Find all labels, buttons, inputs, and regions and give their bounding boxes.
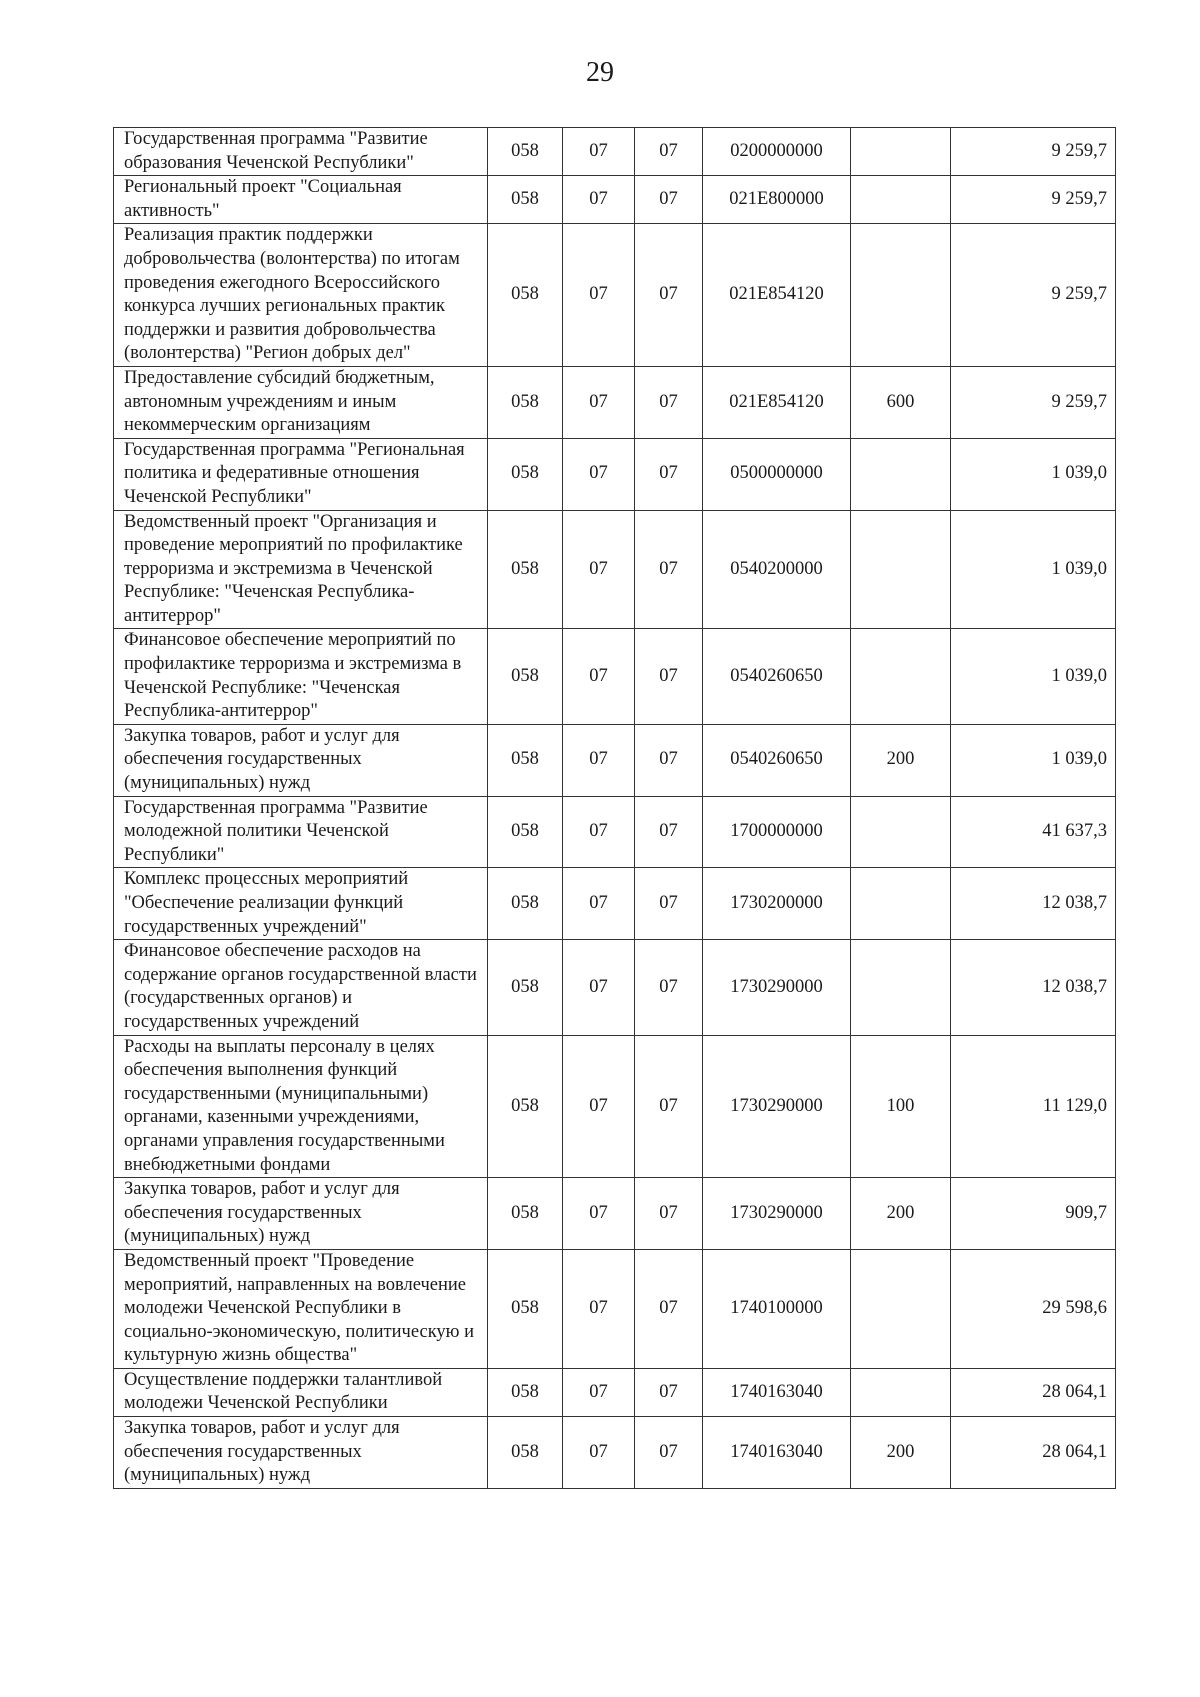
row-target-article-code: 1740163040 — [703, 1368, 851, 1416]
row-amount: 12 038,7 — [951, 940, 1116, 1035]
row-name: Закупка товаров, работ и услуг для обеспечения государственных (муниципальных) нужд — [114, 724, 488, 796]
row-section-code: 07 — [563, 366, 635, 438]
row-target-article-code: 021E800000 — [703, 176, 851, 224]
row-expense-type-code: 200 — [851, 1178, 951, 1250]
row-section-code: 07 — [563, 438, 635, 510]
row-amount: 12 038,7 — [951, 868, 1116, 940]
row-grbs-code: 058 — [488, 366, 563, 438]
row-target-article-code: 0540260650 — [703, 724, 851, 796]
table-row — [114, 724, 1116, 796]
row-expense-type-code: 100 — [851, 1035, 951, 1178]
row-grbs-code: 058 — [488, 438, 563, 510]
row-subsection-code: 07 — [635, 629, 703, 724]
row-target-article-code: 0500000000 — [703, 438, 851, 510]
table-row — [114, 1417, 1116, 1489]
row-name: Расходы на выплаты персоналу в целях обеспечения выполнения функций государственными (муниципальными) органами, казенными учреждениями, органами управления государственными внебюджетными фондами — [114, 1035, 488, 1178]
table-row — [114, 510, 1116, 629]
row-expense-type-code — [851, 868, 951, 940]
row-subsection-code: 07 — [635, 1368, 703, 1416]
row-name: Осуществление поддержки талантливой молодежи Чеченской Республики — [114, 1368, 488, 1416]
row-expense-type-code — [851, 438, 951, 510]
row-subsection-code: 07 — [635, 724, 703, 796]
row-subsection-code: 07 — [635, 796, 703, 868]
table-row — [114, 629, 1116, 724]
row-subsection-code: 07 — [635, 868, 703, 940]
row-target-article-code: 0200000000 — [703, 128, 851, 176]
row-target-article-code: 021E854120 — [703, 224, 851, 367]
row-section-code: 07 — [563, 510, 635, 629]
row-target-article-code: 0540260650 — [703, 629, 851, 724]
row-expense-type-code — [851, 629, 951, 724]
row-name: Финансовое обеспечение расходов на содержание органов государственной власти (государственных органов) и государственных учреждений — [114, 940, 488, 1035]
row-grbs-code: 058 — [488, 1035, 563, 1178]
table-body — [114, 128, 1116, 1489]
row-target-article-code: 1730200000 — [703, 868, 851, 940]
row-subsection-code: 07 — [635, 940, 703, 1035]
row-subsection-code: 07 — [635, 1417, 703, 1489]
row-subsection-code: 07 — [635, 1035, 703, 1178]
row-grbs-code: 058 — [488, 128, 563, 176]
row-section-code: 07 — [563, 1249, 635, 1368]
row-amount: 28 064,1 — [951, 1417, 1116, 1489]
row-expense-type-code — [851, 224, 951, 367]
row-section-code: 07 — [563, 1035, 635, 1178]
row-amount: 1 039,0 — [951, 629, 1116, 724]
row-section-code: 07 — [563, 868, 635, 940]
row-section-code: 07 — [563, 724, 635, 796]
row-grbs-code: 058 — [488, 1249, 563, 1368]
row-amount: 909,7 — [951, 1178, 1116, 1250]
row-expense-type-code — [851, 510, 951, 629]
row-amount: 28 064,1 — [951, 1368, 1116, 1416]
row-section-code: 07 — [563, 128, 635, 176]
row-amount: 1 039,0 — [951, 724, 1116, 796]
row-target-article-code: 1700000000 — [703, 796, 851, 868]
row-name: Ведомственный проект "Организация и проведение мероприятий по профилактике терроризма и экстремизма в Чеченской Республике: "Чеченская Республика-антитеррор" — [114, 510, 488, 629]
row-target-article-code: 1740163040 — [703, 1417, 851, 1489]
row-subsection-code: 07 — [635, 1178, 703, 1250]
row-amount: 1 039,0 — [951, 438, 1116, 510]
row-subsection-code: 07 — [635, 176, 703, 224]
row-target-article-code: 021E854120 — [703, 366, 851, 438]
row-expense-type-code — [851, 176, 951, 224]
table-row — [114, 366, 1116, 438]
row-target-article-code: 1730290000 — [703, 1035, 851, 1178]
table-row — [114, 438, 1116, 510]
row-section-code: 07 — [563, 1368, 635, 1416]
row-grbs-code: 058 — [488, 724, 563, 796]
row-amount: 41 637,3 — [951, 796, 1116, 868]
row-target-article-code: 1730290000 — [703, 1178, 851, 1250]
row-amount: 9 259,7 — [951, 224, 1116, 367]
row-subsection-code: 07 — [635, 510, 703, 629]
row-target-article-code: 1740100000 — [703, 1249, 851, 1368]
row-grbs-code: 058 — [488, 629, 563, 724]
row-target-article-code: 0540200000 — [703, 510, 851, 629]
row-grbs-code: 058 — [488, 1368, 563, 1416]
row-expense-type-code: 600 — [851, 366, 951, 438]
row-subsection-code: 07 — [635, 366, 703, 438]
table-row — [114, 796, 1116, 868]
row-section-code: 07 — [563, 224, 635, 367]
page-number: 29 — [586, 57, 614, 88]
row-expense-type-code — [851, 1368, 951, 1416]
row-name: Комплекс процессных мероприятий "Обеспечение реализации функций государственных учреждений" — [114, 868, 488, 940]
row-expense-type-code — [851, 796, 951, 868]
row-grbs-code: 058 — [488, 176, 563, 224]
row-grbs-code: 058 — [488, 796, 563, 868]
row-section-code: 07 — [563, 940, 635, 1035]
table-row — [114, 224, 1116, 367]
row-subsection-code: 07 — [635, 224, 703, 367]
row-name: Предоставление субсидий бюджетным, автономным учреждениям и иным некоммерческим организациям — [114, 366, 488, 438]
table-row — [114, 868, 1116, 940]
table-row — [114, 1178, 1116, 1250]
row-section-code: 07 — [563, 1178, 635, 1250]
row-section-code: 07 — [563, 629, 635, 724]
row-grbs-code: 058 — [488, 868, 563, 940]
row-subsection-code: 07 — [635, 438, 703, 510]
row-name: Государственная программа "Развитие образования Чеченской Республики" — [114, 128, 488, 176]
table-row — [114, 128, 1116, 176]
row-name: Региональный проект "Социальная активность" — [114, 176, 488, 224]
row-name: Реализация практик поддержки добровольчества (волонтерства) по итогам проведения ежегодного Всероссийского конкурса лучших региональных практик поддержки и развития добровольчества (волонтерства) "Регион добрых дел" — [114, 224, 488, 367]
table-row — [114, 176, 1116, 224]
row-name: Государственная программа "Развитие молодежной политики Чеченской Республики" — [114, 796, 488, 868]
row-expense-type-code: 200 — [851, 1417, 951, 1489]
row-grbs-code: 058 — [488, 510, 563, 629]
row-expense-type-code — [851, 1249, 951, 1368]
row-amount: 9 259,7 — [951, 176, 1116, 224]
row-subsection-code: 07 — [635, 128, 703, 176]
table-row — [114, 1368, 1116, 1416]
row-target-article-code: 1730290000 — [703, 940, 851, 1035]
row-amount: 29 598,6 — [951, 1249, 1116, 1368]
row-amount: 9 259,7 — [951, 128, 1116, 176]
row-amount: 11 129,0 — [951, 1035, 1116, 1178]
row-expense-type-code: 200 — [851, 724, 951, 796]
row-name: Финансовое обеспечение мероприятий по профилактике терроризма и экстремизма в Чеченской Республике: "Чеченская Республика-антитеррор" — [114, 629, 488, 724]
row-section-code: 07 — [563, 1417, 635, 1489]
row-section-code: 07 — [563, 176, 635, 224]
row-amount: 9 259,7 — [951, 366, 1116, 438]
row-section-code: 07 — [563, 796, 635, 868]
row-name: Ведомственный проект "Проведение мероприятий, направленных на вовлечение молодежи Чеченской Республики в социально-экономическую, политическую и культурную жизнь общества" — [114, 1249, 488, 1368]
row-expense-type-code — [851, 940, 951, 1035]
row-expense-type-code — [851, 128, 951, 176]
row-name: Закупка товаров, работ и услуг для обеспечения государственных (муниципальных) нужд — [114, 1417, 488, 1489]
row-subsection-code: 07 — [635, 1249, 703, 1368]
budget-table — [113, 127, 1116, 1489]
row-grbs-code: 058 — [488, 940, 563, 1035]
table-row — [114, 1249, 1116, 1368]
table-row — [114, 940, 1116, 1035]
row-name: Закупка товаров, работ и услуг для обеспечения государственных (муниципальных) нужд — [114, 1178, 488, 1250]
row-grbs-code: 058 — [488, 1417, 563, 1489]
row-grbs-code: 058 — [488, 1178, 563, 1250]
row-amount: 1 039,0 — [951, 510, 1116, 629]
row-name: Государственная программа "Региональная политика и федеративные отношения Чеченской Республики" — [114, 438, 488, 510]
row-grbs-code: 058 — [488, 224, 563, 367]
table-row — [114, 1035, 1116, 1178]
